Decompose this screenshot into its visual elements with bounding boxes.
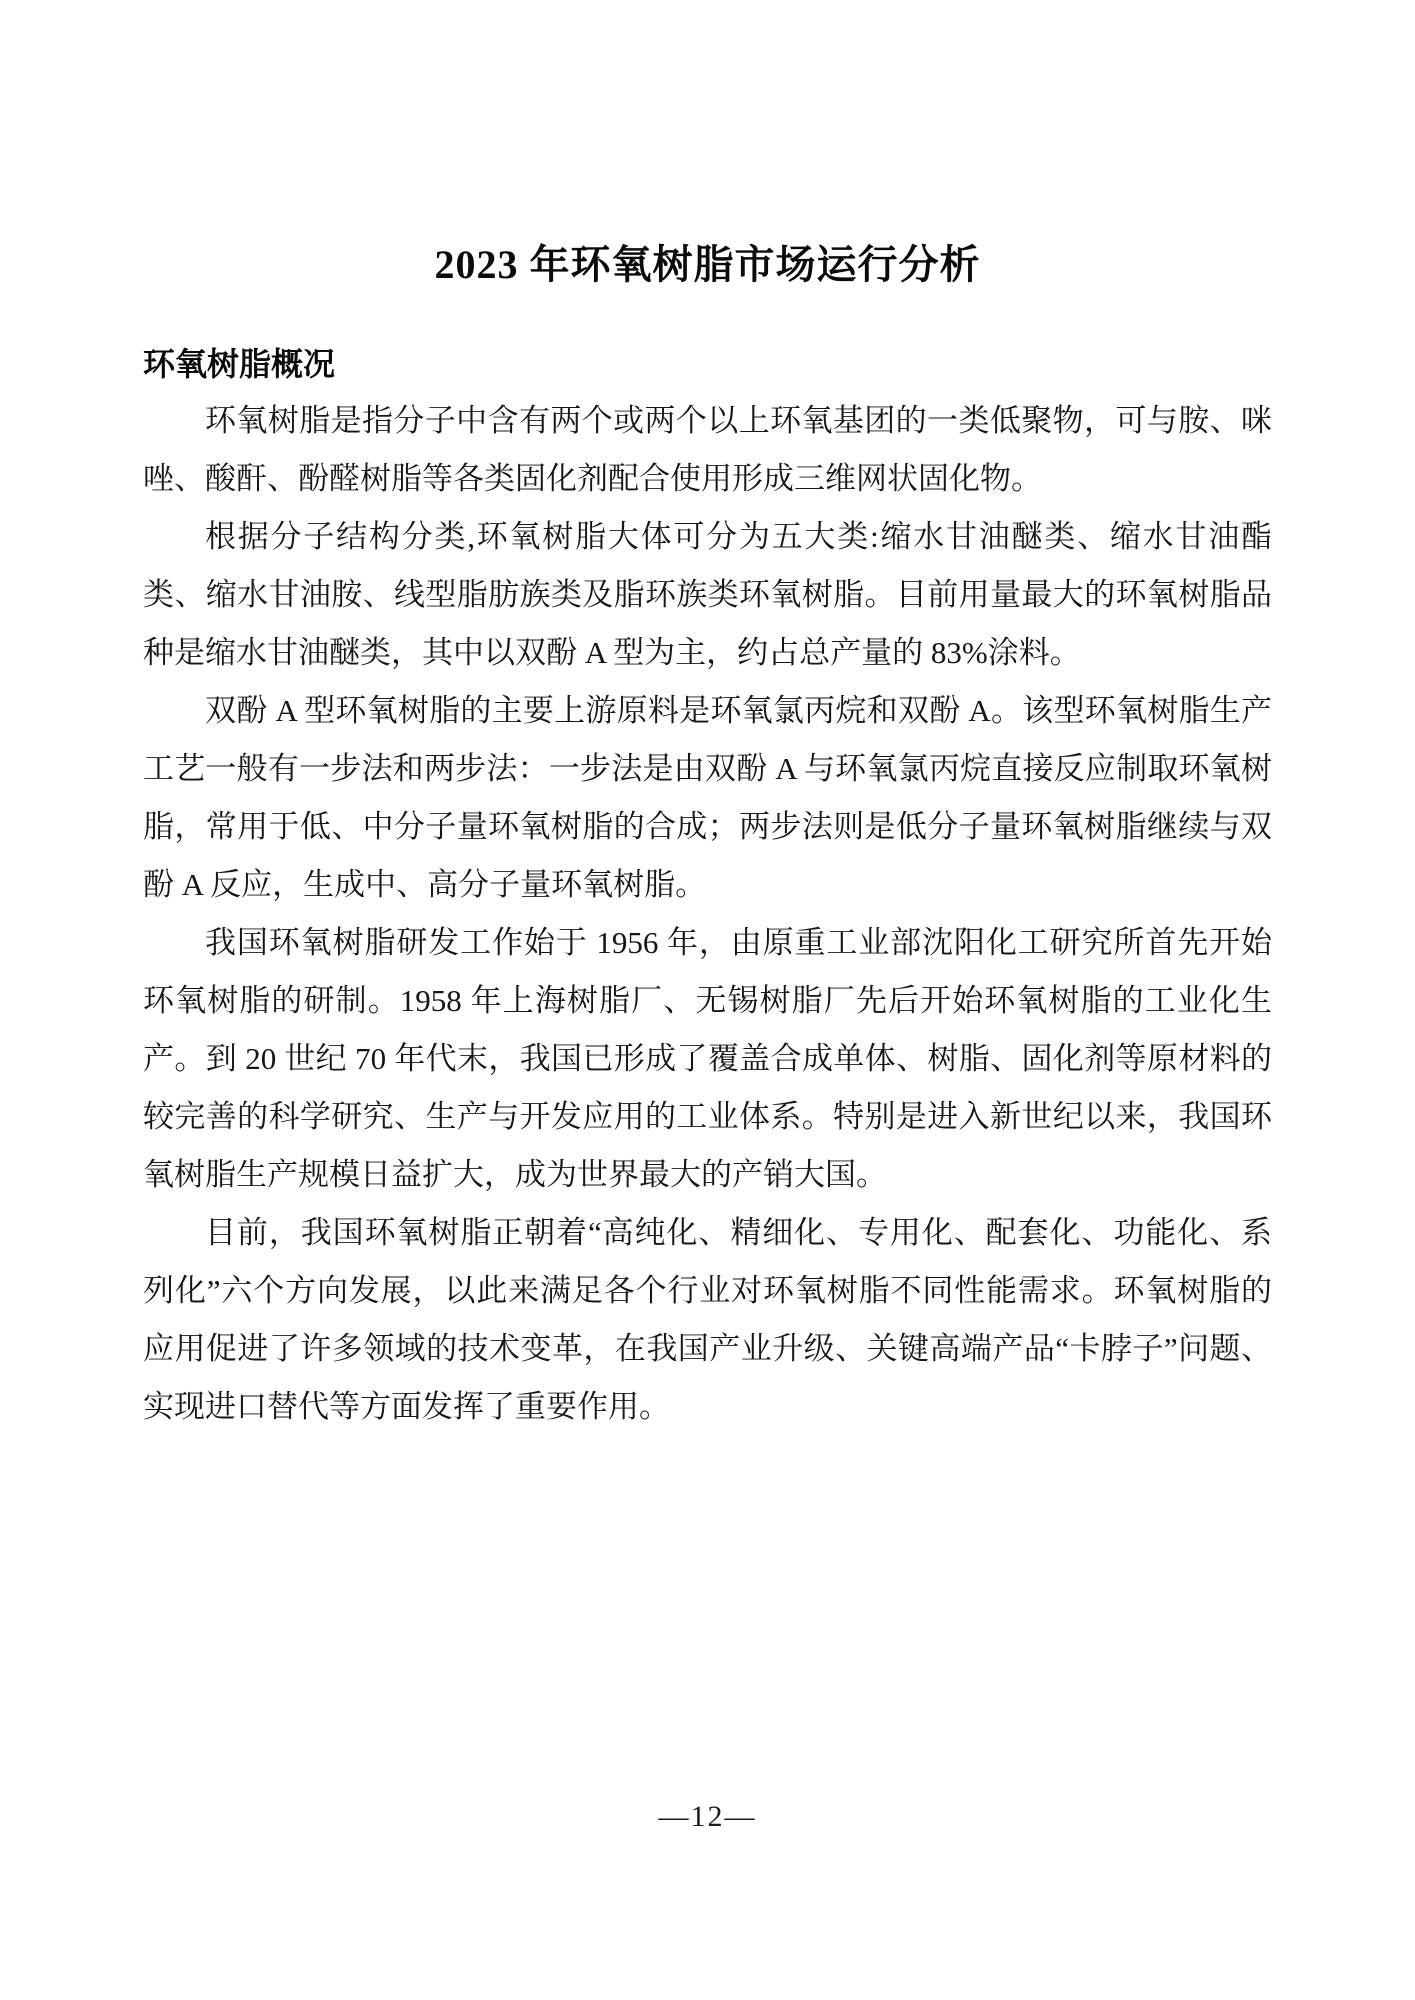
paragraph-current-trends: 目前，我国环氧树脂正朝着“高纯化、精细化、专用化、配套化、功能化、系列化”六个方向发展，以此来满足各个行业对环氧树脂不同性能需求。环氧树脂的应用促进了许多领域的技术变革，在我国产业升级、关键高端产品“卡脖子”问题、实现进口替代等方面发挥了重要作用。: [143, 1215, 1272, 1424]
paragraph-definition: 环氧树脂是指分子中含有两个或两个以上环氧基团的一类低聚物，可与胺、咪唑、酸酐、酚醛树脂等各类固化剂配合使用形成三维网状固化物。: [143, 403, 1272, 496]
page-number: —12—: [658, 1800, 757, 1833]
paragraph-history: 我国环氧树脂研发工作始于 1956 年，由原重工业部沈阳化工研究所首先开始环氧树脂的研制。1958 年上海树脂厂、无锡树脂厂先后开始环氧树脂的工业化生产。到 20 世纪 70 年代末，我国已形成了覆盖合成单体、树脂、固化剂等原材料的较完善的科学研究、生产与开发应用的工业体系。特别是进入新世纪以来，我国环氧树脂生产规模日益扩大，成为世界最大的产销大国。: [143, 925, 1272, 1192]
paragraph-classification: 根据分子结构分类,环氧树脂大体可分为五大类:缩水甘油醚类、缩水甘油酯类、缩水甘油胺、线型脂肪族类及脂环族类环氧树脂。目前用量最大的环氧树脂品种是缩水甘油醚类，其中以双酚 A 型为主，约占总产量的 83%涂料。: [143, 519, 1272, 670]
section-heading-overview: 环氧树脂概况: [143, 346, 336, 382]
document-title: 2023 年环氧树脂市场运行分析: [434, 242, 981, 287]
page-footer: [0, 1800, 1415, 1834]
paragraph-production-process: 双酚 A 型环氧树脂的主要上游原料是环氧氯丙烷和双酚 A。该型环氧树脂生产工艺一般有一步法和两步法：一步法是由双酚 A 与环氧氯丙烷直接反应制取环氧树脂，常用于低、中分子量环氧树脂的合成；两步法则是低分子量环氧树脂继续与双酚 A 反应，生成中、高分子量环氧树脂。: [143, 693, 1272, 902]
